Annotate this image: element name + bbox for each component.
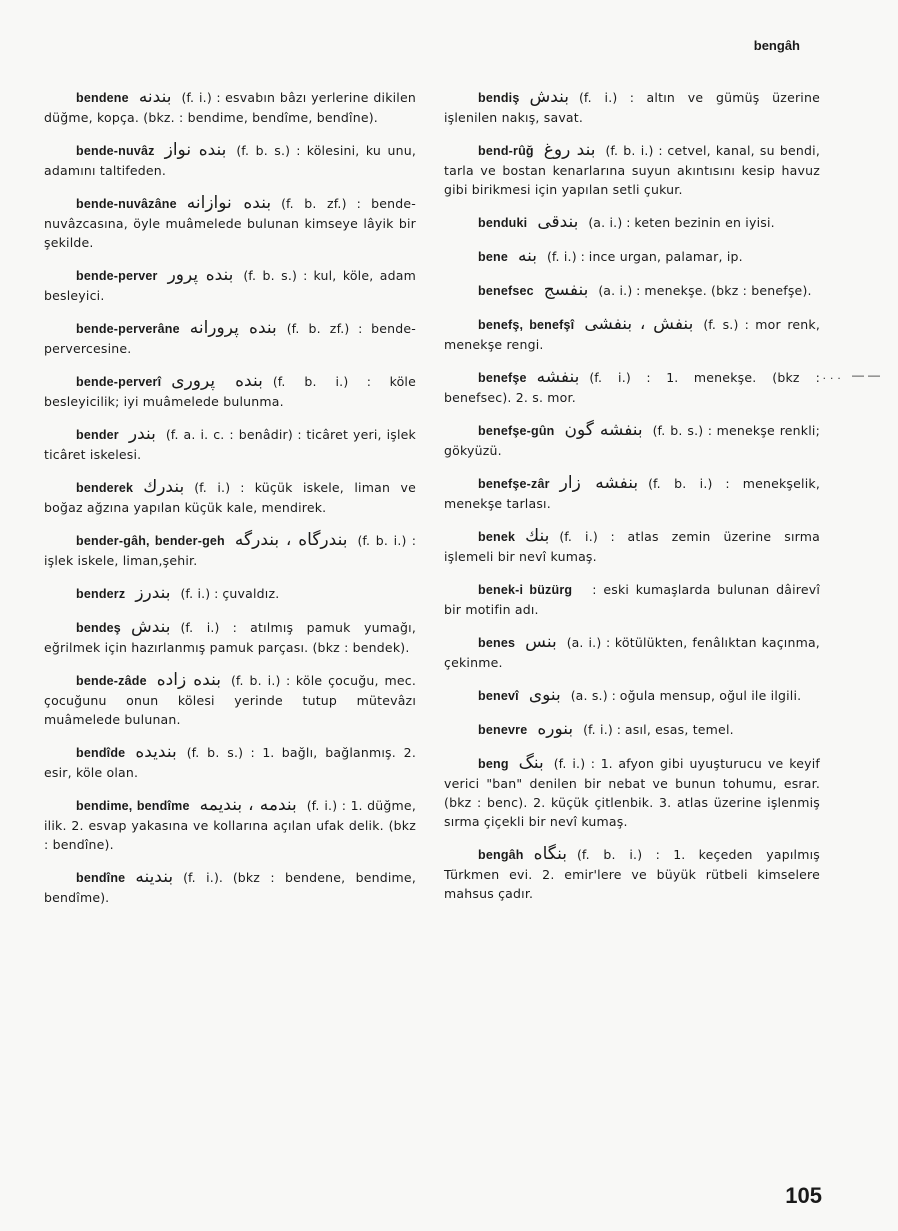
entry-definition: (f. b. i.) : köle çocuğu, mec. çocuğunu onun kölesi yerinde tutup mütevâzı muâmelede bulunan. [44,673,416,727]
entry-arabic-script: بندیده [135,742,177,762]
dictionary-entry [444,421,820,460]
entry-definition: (f. b. zf.) : bende-nuvâzcasına, öyle muâmelede bulunan kimseye lâyik bir şekilde. [44,196,416,250]
dictionary-entry [444,88,820,127]
entry-headword: bende-perverî [76,375,162,389]
entry-headword: bendiş [478,91,520,105]
entry-arabic-script: بنس [525,632,557,652]
entry-definition: (f. i.) : asıl, esas, temel. [583,722,734,737]
entry-arabic-script: بنفسج [543,280,589,300]
entry-definition: (a. i.) : kötülükten, fenâlıktan kaçınma, çekinme. [444,635,820,670]
dictionary-entry [444,247,820,267]
entry-arabic-script: بنوی [528,685,561,705]
entry-definition: (f. a. i. c. : benâdir) : ticâret yeri, işlek ticâret iskelesi. [44,427,416,462]
entry-arabic-script: بندمه ، بندیمه [199,795,297,815]
entry-headword: bende-nuvâzâne [76,197,177,211]
dictionary-entry [444,141,820,199]
entry-definition: (f. i.) : altın ve gümüş üzerine işlenilen nakış, savat. [444,90,820,125]
entry-arabic-script: بندینه [135,867,174,887]
entry-definition: (f. i.) : çuvaldız. [180,586,280,601]
entry-arabic-script: بندرگاه ، بندرگه [234,530,348,550]
dictionary-entry [44,425,416,464]
entry-definition: (a. i.) : keten bezinin en iyisi. [588,215,775,230]
entry-arabic-script: بنگاه [533,844,567,864]
entry-arabic-script: بندش [130,617,171,637]
entry-definition: (f. i.). (bkz : bendene, bendime, bendîme). [44,870,416,905]
left-column [44,88,416,921]
dictionary-entry [44,868,416,907]
entry-arabic-script: بنفشه گون [564,420,643,440]
entry-definition: (f. b. zf.) : bende-pervercesine. [44,321,416,356]
entry-arabic-script: بنفش ، بنفشی [584,314,694,334]
entry-definition: : eski kumaşlarda bulunan dâirevî bir motifin adı. [444,582,820,617]
entry-headword: bender-gâh, bender-geh [76,534,225,548]
entry-headword: benefş, benefşî [478,318,575,332]
entry-arabic-script: بند روغ [543,140,596,160]
entry-arabic-script: بنفشه [536,367,580,387]
entry-arabic-script: بنفشه زار [559,473,639,493]
entry-definition: (f. b. i.) : 1. keçeden yapılmış Türkmen evi. 2. emir'lere ve büyük rütbeli kimselere mahsus çadır. [444,847,820,901]
entry-definition: (f. b. i.) : menekşelik, menekşe tarlası. [444,476,820,511]
dictionary-entry [44,618,416,657]
entry-definition: (f. b. s.) : kölesini, ku unu, adamını taltifeden. [44,143,417,178]
right-column [444,88,820,917]
entry-arabic-script: بندنه [138,87,172,107]
entry-headword: benefşe-gûn [478,424,555,438]
entry-definition: (f. i.) : ince urgan, palamar, ip. [546,249,743,264]
page-number: 105 [785,1183,822,1208]
dictionary-entry [444,474,820,513]
dictionary-entry [44,266,416,305]
entry-definition: (f. i.) : esvabın bâzı yerlerine dikilen düğme, kopça. (bkz. : bendime, bendîme, bendîne). [44,90,416,125]
entry-definition: (a. i.) : menekşe. (bkz : benefşe). [598,283,812,298]
entry-headword: bende-zâde [76,674,147,688]
entry-headword: benes [478,636,516,650]
entry-arabic-script: بندقی [537,212,579,232]
entry-arabic-script: بنده پرورانه [189,318,277,338]
entry-headword: benek [478,530,516,544]
dictionary-entry [444,845,820,903]
entry-headword: bende-nuvâz [76,144,155,158]
entry-arabic-script: بندرك [143,477,185,497]
entry-definition: (f. i.) : 1. düğme, ilik. 2. esvap yakasına ve kollarına açılan ufak delik. (bkz : bendîne). [44,798,416,852]
dictionary-entry [44,584,416,604]
dictionary-entry [444,686,820,706]
entry-arabic-script: بنك [525,526,550,546]
entry-headword: benderz [76,587,126,601]
entry-headword: bendene [76,91,129,105]
dictionary-entry [444,754,820,831]
entry-definition: (f. i.) : atlas zemin üzerine sırma işlemeli bir nevî kumaş. [444,529,820,564]
entry-headword: bende-perverâne [76,322,180,336]
entry-headword: beng [478,757,509,771]
entry-headword: benduki [478,216,528,230]
dictionary-entry [44,796,416,854]
entry-definition: (f. b. i.) : cetvel, kanal, su bendi, tarla ve bostan kenarlarına suyun akıntısını kesip havuz gibi birikmesi için yapılan setli çukur. [444,143,820,197]
margin-mark: ... —— [822,368,884,382]
dictionary-entry [44,531,416,570]
entry-headword: bende-perver [76,269,158,283]
entry-definition: (a. s.) : oğula mensup, oğul ile ilgili. [570,688,802,703]
entry-definition: (f. b. s.) : menekşe renkli; gökyüzü. [444,423,820,458]
entry-definition: (f. s.) : mor renk, menekşe rengi. [444,317,821,352]
dictionary-entry [44,319,416,358]
dictionary-entry [44,141,416,180]
entry-arabic-script: بنگ [518,753,544,773]
dictionary-entry [44,194,416,252]
dictionary-entry [444,281,820,301]
entry-headword: bendîne [76,871,126,885]
entry-definition: (f. i.) : küçük iskele, liman ve boğaz ağzına yapılan küçük kale, mendirek. [44,480,416,515]
entry-arabic-script: بنوره [537,719,574,739]
entry-headword: benefşe-zâr [478,477,550,491]
entry-arabic-script: بندش [529,87,570,107]
entry-arabic-script: بنده زاده [156,670,221,690]
entry-definition: (f. i.) : 1. menekşe. (bkz : benefsec). 2. s. mor. [444,370,820,405]
entry-headword: bendeş [76,621,121,635]
entry-headword: benevre [478,723,528,737]
entry-definition: (f. b. i.) : işlek iskele, liman,şehir. [44,533,417,568]
dictionary-entry [444,527,820,566]
dictionary-entry [444,213,820,233]
entry-headword: bene [478,250,508,264]
entry-headword: bendime, bendîme [76,799,190,813]
entry-arabic-script: بنده نواز [164,140,227,160]
entry-headword: bend-rûğ [478,144,534,158]
entry-definition: (f. i.) : 1. afyon gibi uyuşturucu ve keyif verici "ban" denilen bir nebat ve bunun tohumu, esrar. (bkz : benc). 2. küçük çitlenbik. 3. atlas üzerine işlenmiş sırma çiçekli bir nevî kumaş. [444,756,820,829]
entry-arabic-script: بنده پروری [171,371,263,391]
dictionary-entry [44,88,416,127]
dictionary-entry [444,633,820,672]
entry-arabic-script: بندرز [135,583,171,603]
entry-definition: (f. b. i.) : köle besleyicilik; iyi muâmelede bulunma. [44,374,417,409]
entry-arabic-script: بندر [128,424,156,444]
entry-definition: (f. b. s.) : 1. bağlı, bağlanmış. 2. esir, köle olan. [44,745,416,780]
entry-headword: benevî [478,689,519,703]
dictionary-entry [44,671,416,729]
dictionary-entry [44,372,416,411]
entry-arabic-script: بنده نوازانه [186,193,272,213]
entry-headword: benek-i büzürg [478,583,573,597]
dictionary-entry [44,743,416,782]
entry-definition: (f. i.) : atılmış pamuk yumağı, eğrilmek için hazırlanmış pamuk parçası. (bkz : bendek). [44,620,416,655]
running-head: bengâh [753,38,800,53]
entry-definition: (f. b. s.) : kul, köle, adam besleyici. [44,268,416,303]
entry-headword: benderek [76,481,134,495]
dictionary-entry [444,315,820,354]
dictionary-entry [44,478,416,517]
entry-headword: bengâh [478,848,524,862]
entry-headword: bender [76,428,119,442]
entry-headword: benefsec [478,284,534,298]
entry-arabic-script: بنه [517,246,537,266]
dictionary-entry [444,720,820,740]
entry-headword: bendîde [76,746,126,760]
entry-arabic-script: بنده پرور [167,265,234,285]
dictionary-entry [444,580,820,619]
dictionary-entry [444,368,820,407]
entry-headword: benefşe [478,371,527,385]
